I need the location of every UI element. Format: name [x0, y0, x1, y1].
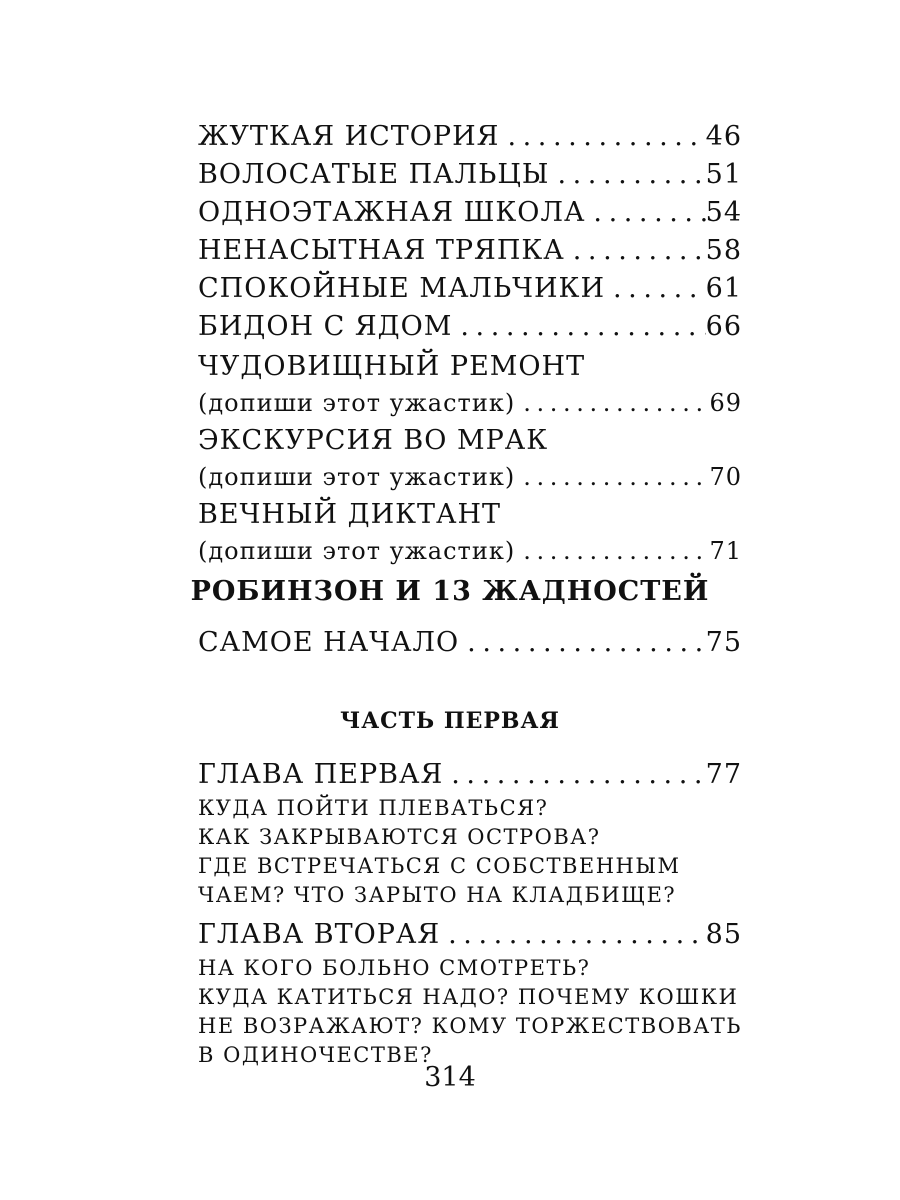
- toc-entry[interactable]: [198, 756, 742, 794]
- toc-leader-dots: [585, 194, 705, 232]
- toc-entry-note-row: [198, 460, 742, 494]
- toc-entry-note-row: [198, 386, 742, 420]
- toc-entry-title: ЭКСКУРСИЯ ВО МРАК: [198, 425, 549, 456]
- chapter-title: ГЛАВА ПЕРВАЯ: [198, 759, 444, 790]
- toc-entry-title: ЖУТКАЯ ИСТОРИЯ: [198, 121, 500, 152]
- toc-entry-note: (допиши этот ужастик): [198, 537, 516, 565]
- toc-entry-note-row: [198, 534, 742, 568]
- toc-entry-title: ОДНОЭТАЖНАЯ ШКОЛА: [198, 197, 586, 228]
- toc-leader-dots: [443, 756, 705, 794]
- toc-unfinished-entry[interactable]: [198, 348, 742, 420]
- chapter-description-line: НА КОГО БОЛЬНО СМОТРЕТЬ?: [198, 956, 591, 980]
- toc-top-block: [198, 118, 742, 568]
- toc-entry-page: 66: [705, 311, 742, 342]
- toc-entry-title: САМОЕ НАЧАЛО: [198, 627, 460, 658]
- toc-leader-dots: [515, 460, 709, 494]
- toc-entry-page: 70: [709, 463, 742, 491]
- toc-entry[interactable]: [198, 308, 742, 346]
- toc-entry-note: (допиши этот ужастик): [198, 389, 516, 417]
- toc-leader-dots: [565, 232, 706, 270]
- chapter-description-line: В ОДИНОЧЕСТВЕ?: [198, 1043, 433, 1067]
- page-number: 314: [424, 1062, 476, 1093]
- toc-entry-title: СПОКОЙНЫЕ МАЛЬЧИКИ: [198, 273, 605, 304]
- toc-entry-page: 58: [705, 235, 742, 266]
- chapter-description-line: КАК ЗАКРЫВАЮТСЯ ОСТРОВА?: [198, 825, 601, 849]
- toc-entry[interactable]: [198, 118, 742, 156]
- toc-leader-dots: [440, 916, 706, 954]
- chapter-description-line: КУДА КАТИТЬСЯ НАДО? ПОЧЕМУ КОШКИ: [198, 985, 739, 1009]
- toc-entry-title: ВЕЧНЫЙ ДИКТАНТ: [198, 499, 502, 530]
- chapter-page: 77: [705, 759, 742, 790]
- toc-leader-dots: [515, 386, 709, 420]
- toc-leader-dots: [459, 624, 705, 662]
- toc-unfinished-entry[interactable]: [198, 496, 742, 568]
- toc-entry-title: БИДОН С ЯДОМ: [198, 311, 453, 342]
- toc-entry[interactable]: [198, 916, 742, 954]
- chapter-description-line: НЕ ВОЗРАЖАЮТ? КОМУ ТОРЖЕСТВОВАТЬ: [198, 1014, 742, 1038]
- toc-entry[interactable]: [198, 156, 742, 194]
- toc-entry-page: 75: [705, 627, 742, 658]
- toc-section-block: [198, 624, 742, 662]
- chapter-entry[interactable]: [198, 916, 742, 1070]
- toc-entry-page: 46: [705, 121, 742, 152]
- toc-leader-dots: [605, 270, 706, 308]
- toc-entry-page: 54: [705, 197, 742, 228]
- toc-entry[interactable]: [198, 194, 742, 232]
- toc-entry-page: 51: [705, 159, 742, 190]
- toc-entry-title: ВОЛОСАТЫЕ ПАЛЬЦЫ: [198, 159, 550, 190]
- toc-entry-page: 61: [705, 273, 742, 304]
- toc-entry[interactable]: [198, 270, 742, 308]
- toc-entry-title: ЧУДОВИЩНЫЙ РЕМОНТ: [198, 351, 586, 382]
- chapter-page: 85: [705, 919, 742, 950]
- toc-chapters-block: [198, 756, 742, 1070]
- chapter-entry[interactable]: [198, 756, 742, 910]
- toc-leader-dots: [549, 156, 705, 194]
- toc-entry-note: (допиши этот ужастик): [198, 463, 516, 491]
- toc-entry-page: 71: [709, 537, 742, 565]
- toc-leader-dots: [452, 308, 705, 346]
- chapter-description-line: ГДЕ ВСТРЕЧАТЬСЯ С СОБСТВЕННЫМ: [198, 854, 681, 878]
- toc-entry-title: НЕНАСЫТНАЯ ТРЯПКА: [198, 235, 565, 266]
- toc-entry[interactable]: [198, 624, 742, 662]
- toc-entry[interactable]: [198, 232, 742, 270]
- toc-unfinished-entry[interactable]: [198, 422, 742, 494]
- section-heading: РОБИНЗОН И 13 ЖАДНОСТЕЙ: [190, 576, 710, 607]
- chapter-description-line: КУДА ПОЙТИ ПЛЕВАТЬСЯ?: [198, 796, 549, 820]
- chapter-title: ГЛАВА ВТОРАЯ: [198, 919, 441, 950]
- toc-entry-page: 69: [709, 389, 742, 417]
- chapter-description-line: ЧАЕМ? ЧТО ЗАРЫТО НА КЛАДБИЩЕ?: [198, 883, 677, 907]
- toc-leader-dots: [499, 118, 705, 156]
- part-heading: ЧАСТЬ ПЕРВАЯ: [340, 708, 560, 734]
- toc-leader-dots: [515, 534, 709, 568]
